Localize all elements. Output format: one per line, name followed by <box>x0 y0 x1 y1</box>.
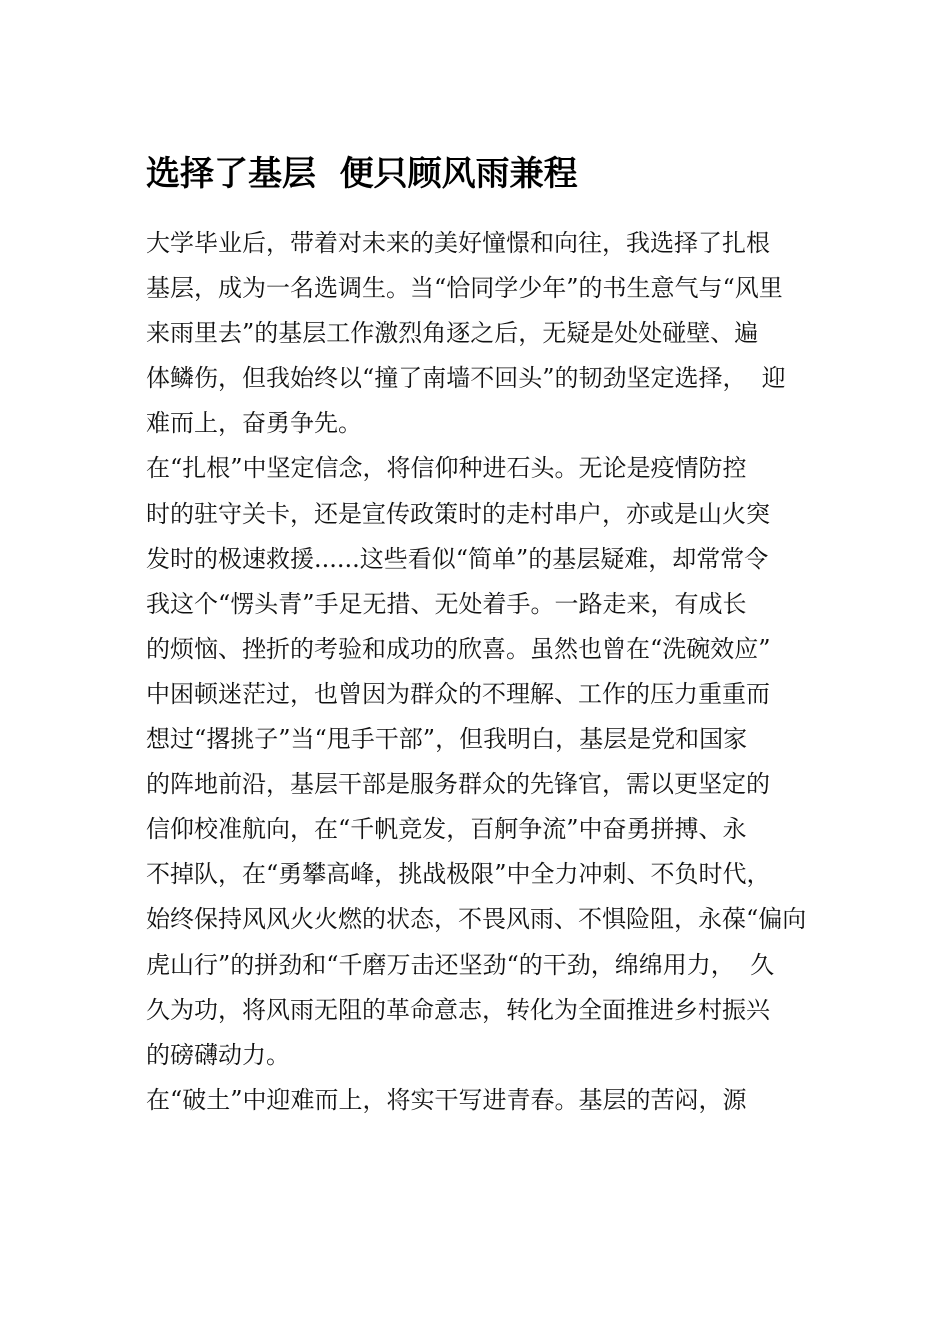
text-line: 始终保持风风火火燃的状态，不畏风雨、不惧险阻，永葆“偏向 <box>146 905 807 934</box>
text-line: 不掉队，在“勇攀高峰，挑战极限”中全力冲刺、不负时代， <box>146 860 771 889</box>
text-line: 中困顿迷茫过，也曾因为群众的不理解、工作的压力重重而 <box>146 679 770 708</box>
text-line: 的磅礴动力。 <box>146 1040 290 1069</box>
text-line: 虎山行”的拼劲和“千磨万击还坚劲“的干劲，绵绵用力， 久 <box>146 950 775 979</box>
text-line: 信仰校准航向，在“千帆竞发，百舸争流”中奋勇拼搏、永 <box>146 815 747 844</box>
text-line: 基层，成为一名选调生。当“恰同学少年”的书生意气与“风里 <box>146 274 783 303</box>
text-line: 难而上，奋勇争先。 <box>146 409 362 438</box>
text-line: 想过“撂挑子”当“甩手干部”，但我明白，基层是党和国家 <box>146 725 748 754</box>
text-line: 体鳞伤，但我始终以“撞了南墙不回头”的韧劲坚定选择， 迎 <box>146 364 786 393</box>
text-line: 久为功，将风雨无阻的革命意志，转化为全面推进乡村振兴 <box>146 995 770 1024</box>
text-line: 来雨里去”的基层工作激烈角逐之后，无疑是处处碰壁、遍 <box>146 319 759 348</box>
text-line: 的阵地前沿，基层干部是服务群众的先锋官，需以更坚定的 <box>146 770 770 799</box>
text-line: 在“破土”中迎难而上，将实干写进青春。基层的苦闷，源 <box>146 1085 747 1114</box>
text-line: 我这个“愣头青”手足无措、无处着手。一路走来，有成长 <box>146 589 747 618</box>
text-line: 发时的极速救援......这些看似“简单”的基层疑难，却常常令 <box>146 544 769 573</box>
text-line: 大学毕业后，带着对未来的美好憧憬和向往，我选择了扎根 <box>146 229 770 257</box>
text-line: 的烦恼、挫折的考验和成功的欣喜。虽然也曾在“洗碗效应” <box>146 634 771 663</box>
document-title: 选择了基层 便只顾风雨兼程 <box>146 154 578 194</box>
document-body <box>146 221 826 1123</box>
text-line: 在“扎根”中坚定信念，将信仰种进石头。无论是疫情防控 <box>146 454 747 483</box>
text-line: 时的驻守关卡，还是宣传政策时的走村串户，亦或是山火突 <box>146 499 770 528</box>
